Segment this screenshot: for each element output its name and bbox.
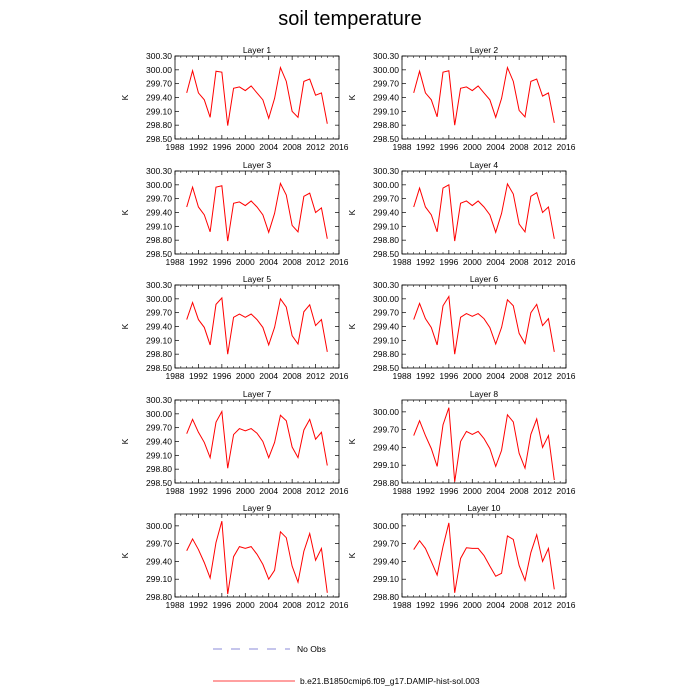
- y-tick-label: 300.00: [146, 520, 172, 531]
- panel-layer-2: [347, 45, 576, 152]
- y-tick-label: 300.00: [146, 179, 172, 190]
- x-tick-label: 2016: [556, 371, 576, 381]
- y-axis-label: K: [347, 323, 357, 330]
- y-tick-label: 299.10: [146, 221, 172, 232]
- panel-layer-9: [120, 503, 349, 610]
- y-tick-label: 298.80: [373, 592, 399, 602]
- x-tick-label: 2012: [533, 142, 553, 152]
- y-tick-label: 298.80: [146, 592, 172, 602]
- panel-layer-8: [347, 389, 576, 496]
- panel-title: Layer 6: [469, 274, 499, 284]
- y-tick-label: 298.50: [373, 249, 399, 259]
- y-tick-label: 298.80: [373, 120, 399, 131]
- plot-frame: [175, 171, 339, 254]
- x-tick-label: 1996: [439, 257, 459, 267]
- y-tick-label: 299.10: [373, 221, 399, 232]
- y-tick-label: 300.00: [146, 293, 172, 304]
- y-tick-label: 300.30: [146, 166, 172, 176]
- x-tick-label: 2008: [282, 257, 302, 267]
- y-tick-label: 300.00: [146, 408, 172, 419]
- panel-layer-3: [120, 160, 349, 267]
- x-tick-label: 1988: [392, 486, 412, 496]
- y-tick-label: 298.50: [146, 134, 172, 144]
- y-tick-label: 298.50: [146, 478, 172, 488]
- plot-frame: [175, 285, 339, 368]
- y-tick-label: 300.30: [146, 280, 172, 290]
- x-tick-label: 1996: [212, 600, 232, 610]
- y-tick-label: 299.70: [373, 424, 399, 435]
- x-tick-label: 2008: [509, 257, 529, 267]
- series-line: [187, 298, 328, 354]
- x-tick-label: 2004: [259, 371, 279, 381]
- x-tick-label: 2000: [462, 142, 482, 152]
- x-tick-label: 1992: [415, 142, 435, 152]
- x-tick-label: 1988: [165, 600, 185, 610]
- x-tick-label: 1996: [439, 600, 459, 610]
- series-line: [414, 68, 555, 126]
- plot-frame: [402, 56, 566, 139]
- x-tick-label: 1988: [165, 142, 185, 152]
- y-tick-label: 299.70: [146, 538, 172, 549]
- panel-layer-10: [347, 503, 576, 610]
- y-tick-label: 299.40: [373, 92, 399, 103]
- panel-title: Layer 2: [469, 45, 499, 55]
- y-tick-label: 298.80: [146, 349, 172, 360]
- series-line: [187, 68, 328, 126]
- plot-frame: [402, 285, 566, 368]
- y-tick-label: 298.50: [146, 249, 172, 259]
- plot-frame: [402, 171, 566, 254]
- y-tick-label: 299.70: [373, 307, 399, 318]
- y-tick-label: 299.40: [146, 436, 172, 447]
- y-tick-label: 300.00: [373, 406, 399, 417]
- y-tick-label: 300.30: [146, 51, 172, 61]
- y-tick-label: 299.70: [373, 538, 399, 549]
- x-tick-label: 1992: [188, 600, 208, 610]
- x-tick-label: 2000: [235, 257, 255, 267]
- x-tick-label: 2000: [235, 600, 255, 610]
- series-line: [187, 412, 328, 469]
- panel-layer-7: [120, 389, 349, 496]
- panel-title: Layer 4: [469, 160, 499, 170]
- y-axis-label: K: [347, 94, 357, 101]
- y-tick-label: 300.00: [373, 293, 399, 304]
- y-axis-label: K: [120, 94, 130, 101]
- y-tick-label: 298.50: [373, 134, 399, 144]
- x-tick-label: 2016: [556, 600, 576, 610]
- y-tick-label: 299.70: [146, 422, 172, 433]
- x-tick-label: 1996: [439, 371, 459, 381]
- y-tick-label: 299.40: [146, 321, 172, 332]
- panel-title: Layer 7: [242, 389, 272, 399]
- figure-title: soil temperature: [278, 8, 422, 30]
- x-tick-label: 1996: [212, 257, 232, 267]
- x-tick-label: 2004: [486, 486, 506, 496]
- x-tick-label: 2016: [556, 257, 576, 267]
- x-tick-label: 2016: [329, 142, 349, 152]
- y-tick-label: 299.40: [373, 321, 399, 332]
- x-tick-label: 2008: [282, 371, 302, 381]
- x-tick-label: 1996: [212, 486, 232, 496]
- y-tick-label: 298.50: [146, 363, 172, 373]
- y-tick-label: 299.10: [373, 574, 399, 585]
- y-tick-label: 298.80: [146, 464, 172, 475]
- x-tick-label: 2008: [282, 142, 302, 152]
- x-tick-label: 1996: [212, 371, 232, 381]
- y-tick-label: 300.30: [373, 51, 399, 61]
- x-tick-label: 2008: [509, 600, 529, 610]
- y-tick-label: 299.70: [146, 193, 172, 204]
- y-tick-label: 299.10: [146, 106, 172, 117]
- y-tick-label: 299.70: [373, 193, 399, 204]
- series-line: [414, 408, 555, 482]
- series-line: [414, 523, 555, 593]
- x-tick-label: 2004: [259, 600, 279, 610]
- x-tick-label: 2012: [533, 600, 553, 610]
- x-tick-label: 2008: [509, 142, 529, 152]
- x-tick-label: 2012: [306, 600, 326, 610]
- x-tick-label: 1992: [415, 371, 435, 381]
- x-tick-label: 2012: [306, 257, 326, 267]
- x-tick-label: 2012: [533, 486, 553, 496]
- x-tick-label: 2004: [486, 600, 506, 610]
- x-tick-label: 1992: [415, 486, 435, 496]
- y-tick-label: 299.10: [146, 574, 172, 585]
- y-tick-label: 300.00: [373, 179, 399, 190]
- x-tick-label: 1988: [392, 142, 412, 152]
- x-tick-label: 1988: [392, 371, 412, 381]
- series-line: [187, 183, 328, 241]
- x-tick-label: 2016: [329, 257, 349, 267]
- y-axis-label: K: [120, 209, 130, 216]
- panel-layer-4: [347, 160, 576, 267]
- y-tick-label: 300.00: [373, 520, 399, 531]
- y-tick-label: 300.30: [373, 280, 399, 290]
- legend-no-obs-label: No Obs: [297, 644, 326, 654]
- x-tick-label: 2008: [509, 371, 529, 381]
- x-tick-label: 1996: [439, 142, 459, 152]
- y-axis-label: K: [120, 552, 130, 559]
- x-tick-label: 1992: [415, 600, 435, 610]
- y-axis-label: K: [347, 438, 357, 445]
- x-tick-label: 2000: [235, 486, 255, 496]
- y-tick-label: 299.40: [146, 92, 172, 103]
- panel-title: Layer 5: [242, 274, 272, 284]
- y-tick-label: 298.80: [146, 120, 172, 131]
- x-tick-label: 1996: [212, 142, 232, 152]
- panel-layer-1: [120, 45, 349, 152]
- y-tick-label: 299.40: [146, 556, 172, 567]
- x-tick-label: 1988: [392, 257, 412, 267]
- x-tick-label: 2016: [556, 486, 576, 496]
- y-tick-label: 299.10: [373, 335, 399, 346]
- x-tick-label: 2004: [486, 142, 506, 152]
- x-tick-label: 2000: [235, 142, 255, 152]
- x-tick-label: 2012: [306, 371, 326, 381]
- y-tick-label: 299.40: [373, 556, 399, 567]
- y-tick-label: 299.70: [373, 78, 399, 89]
- x-tick-label: 2004: [259, 142, 279, 152]
- panel-title: Layer 8: [469, 389, 499, 399]
- y-tick-label: 300.00: [146, 64, 172, 75]
- y-tick-label: 300.30: [146, 395, 172, 405]
- x-tick-label: 1992: [188, 486, 208, 496]
- y-tick-label: 299.10: [146, 335, 172, 346]
- panel-title: Layer 1: [242, 45, 272, 55]
- panel-layer-6: [347, 274, 576, 381]
- x-tick-label: 1988: [392, 600, 412, 610]
- x-tick-label: 2000: [462, 257, 482, 267]
- x-tick-label: 2012: [306, 142, 326, 152]
- x-tick-label: 2000: [462, 371, 482, 381]
- series-line: [414, 297, 555, 355]
- y-tick-label: 298.80: [373, 478, 399, 488]
- series-line: [187, 521, 328, 594]
- x-tick-label: 2016: [329, 600, 349, 610]
- x-tick-label: 2016: [556, 142, 576, 152]
- x-tick-label: 2004: [259, 257, 279, 267]
- y-tick-label: 300.30: [373, 166, 399, 176]
- x-tick-label: 2004: [486, 371, 506, 381]
- x-tick-label: 2016: [329, 371, 349, 381]
- y-axis-label: K: [347, 209, 357, 216]
- x-tick-label: 1988: [165, 486, 185, 496]
- y-tick-label: 299.40: [146, 207, 172, 218]
- x-tick-label: 2008: [282, 600, 302, 610]
- series-line: [414, 184, 555, 241]
- panel-layer-5: [120, 274, 349, 381]
- y-tick-label: 298.50: [373, 363, 399, 373]
- y-tick-label: 299.10: [146, 450, 172, 461]
- x-tick-label: 2004: [259, 486, 279, 496]
- x-tick-label: 1988: [165, 257, 185, 267]
- y-tick-label: 299.70: [146, 307, 172, 318]
- y-tick-label: 298.80: [146, 235, 172, 246]
- y-tick-label: 299.70: [146, 78, 172, 89]
- x-tick-label: 1996: [439, 486, 459, 496]
- y-tick-label: 300.00: [373, 64, 399, 75]
- y-axis-label: K: [120, 323, 130, 330]
- x-tick-label: 1992: [188, 257, 208, 267]
- y-tick-label: 299.40: [373, 207, 399, 218]
- y-tick-label: 299.40: [373, 442, 399, 453]
- y-tick-label: 299.10: [373, 460, 399, 471]
- legend-model-label: b.e21.B1850cmip6.f09_g17.DAMIP-hist-sol.003: [300, 676, 480, 686]
- x-tick-label: 1988: [165, 371, 185, 381]
- plot-frame: [175, 400, 339, 483]
- x-tick-label: 2000: [462, 486, 482, 496]
- x-tick-label: 2012: [533, 371, 553, 381]
- x-tick-label: 2000: [235, 371, 255, 381]
- panel-title: Layer 10: [467, 503, 501, 513]
- x-tick-label: 2012: [533, 257, 553, 267]
- y-tick-label: 298.80: [373, 349, 399, 360]
- x-tick-label: 2008: [282, 486, 302, 496]
- x-tick-label: 1992: [188, 371, 208, 381]
- panel-title: Layer 3: [242, 160, 272, 170]
- panel-title: Layer 9: [242, 503, 272, 513]
- y-axis-label: K: [347, 552, 357, 559]
- plot-frame: [175, 56, 339, 139]
- y-tick-label: 298.80: [373, 235, 399, 246]
- x-tick-label: 1992: [415, 257, 435, 267]
- y-axis-label: K: [120, 438, 130, 445]
- x-tick-label: 2008: [509, 486, 529, 496]
- x-tick-label: 2016: [329, 486, 349, 496]
- x-tick-label: 2000: [462, 600, 482, 610]
- x-tick-label: 2004: [486, 257, 506, 267]
- x-tick-label: 1992: [188, 142, 208, 152]
- y-tick-label: 299.10: [373, 106, 399, 117]
- x-tick-label: 2012: [306, 486, 326, 496]
